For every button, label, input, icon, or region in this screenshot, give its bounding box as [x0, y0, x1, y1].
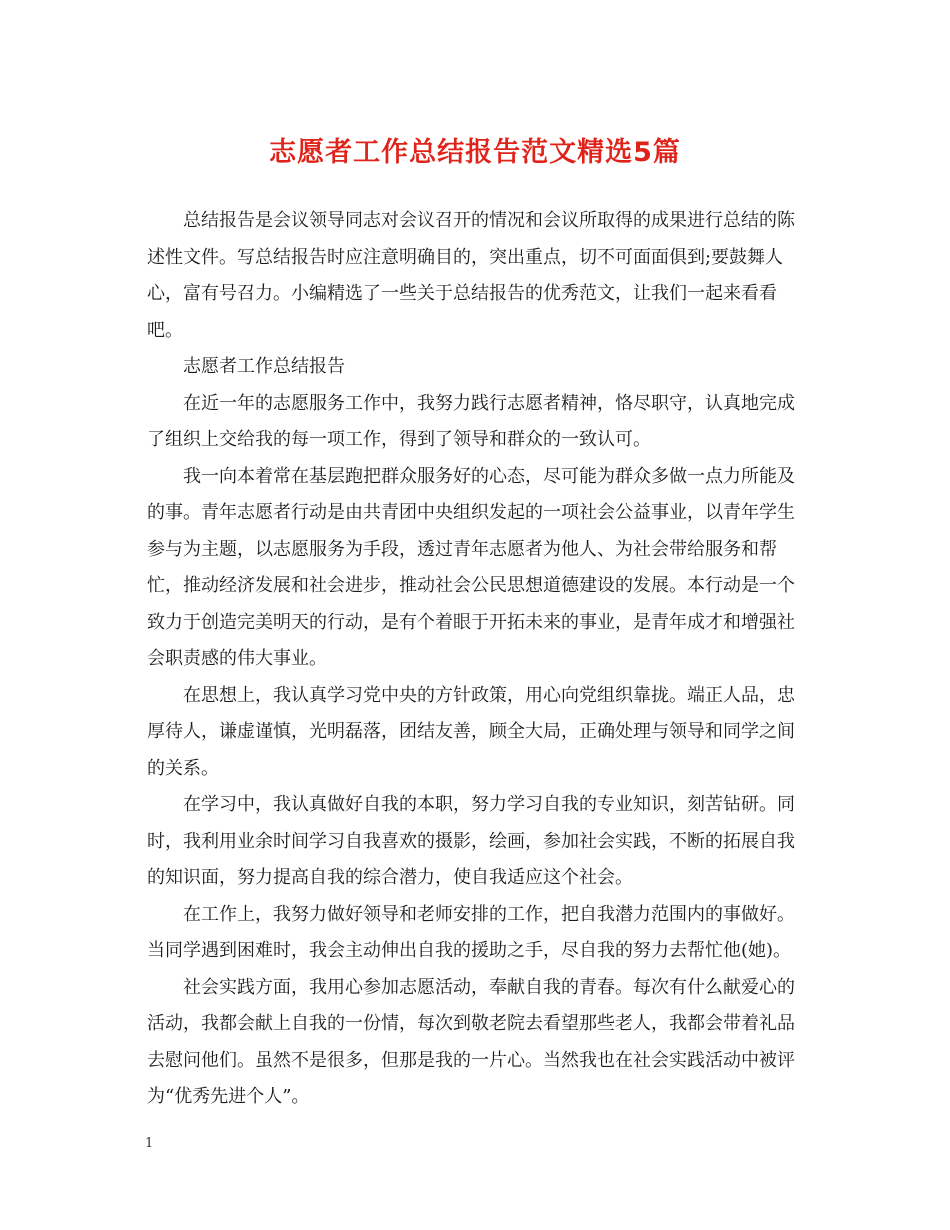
document-body: [147, 203, 807, 1116]
paragraph-intro: 总结报告是会议领导同志对会议召开的情况和会议所取得的成果进行总结的陈述性文件。写总结报告时应注意明确目的，突出重点，切不可面面俱到;要鼓舞人心，富有号召力。小编精选了一些关于总结报告的优秀范文，让我们一起来看看吧。: [147, 210, 795, 341]
paragraph: 社会实践方面，我用心参加志愿活动，奉献自我的青春。每次有什么献爱心的活动，我都会献上自我的一份情，每次到敬老院去看望那些老人，我都会带着礼品去慰问他们。虽然不是很多，但那是我的一片心。当然我也在社会实践活动中被评为“优秀先进个人”。: [147, 976, 795, 1107]
paragraph: 在思想上，我认真学习党中央的方针政策，用心向党组织靠拢。端正人品，忠厚待人，谦虚谨慎，光明磊落，团结友善，顾全大局，正确处理与领导和同学之间的关系。: [147, 684, 795, 779]
paragraph: 我一向本着常在基层跑把群众服务好的心态，尽可能为群众多做一点力所能及的事。青年志愿者行动是由共青团中央组织发起的一项社会公益事业，以青年学生参与为主题，以志愿服务为手段，透过青年志愿者为他人、为社会带给服务和帮忙，推动经济发展和社会进步，推动社会公民思想道德建设的发展。本行动是一个致力于创造完美明天的行动，是有个着眼于开拓未来的事业，是青年成才和增强社会职责感的伟大事业。: [147, 465, 795, 669]
paragraph: 在工作上，我努力做好领导和老师安排的工作，把自我潜力范围内的事做好。当同学遇到困难时，我会主动伸出自我的援助之手，尽自我的努力去帮忙他(她)。: [147, 903, 795, 961]
document-title: 志愿者工作总结报告范文精选5篇: [269, 137, 681, 168]
section-heading: 志愿者工作总结报告: [183, 356, 345, 377]
paragraph: 在近一年的志愿服务工作中，我努力践行志愿者精神，恪尽职守，认真地完成了组织上交给我的每一项工作，得到了领导和群众的一致认可。: [147, 392, 795, 450]
page-number: 1: [145, 1136, 154, 1151]
paragraph: 在学习中，我认真做好自我的本职，努力学习自我的专业知识，刻苦钻研。同时，我利用业余时间学习自我喜欢的摄影，绘画，参加社会实践，不断的拓展自我的知识面，努力提高自我的综合潜力，使自我适应这个社会。: [147, 794, 795, 888]
